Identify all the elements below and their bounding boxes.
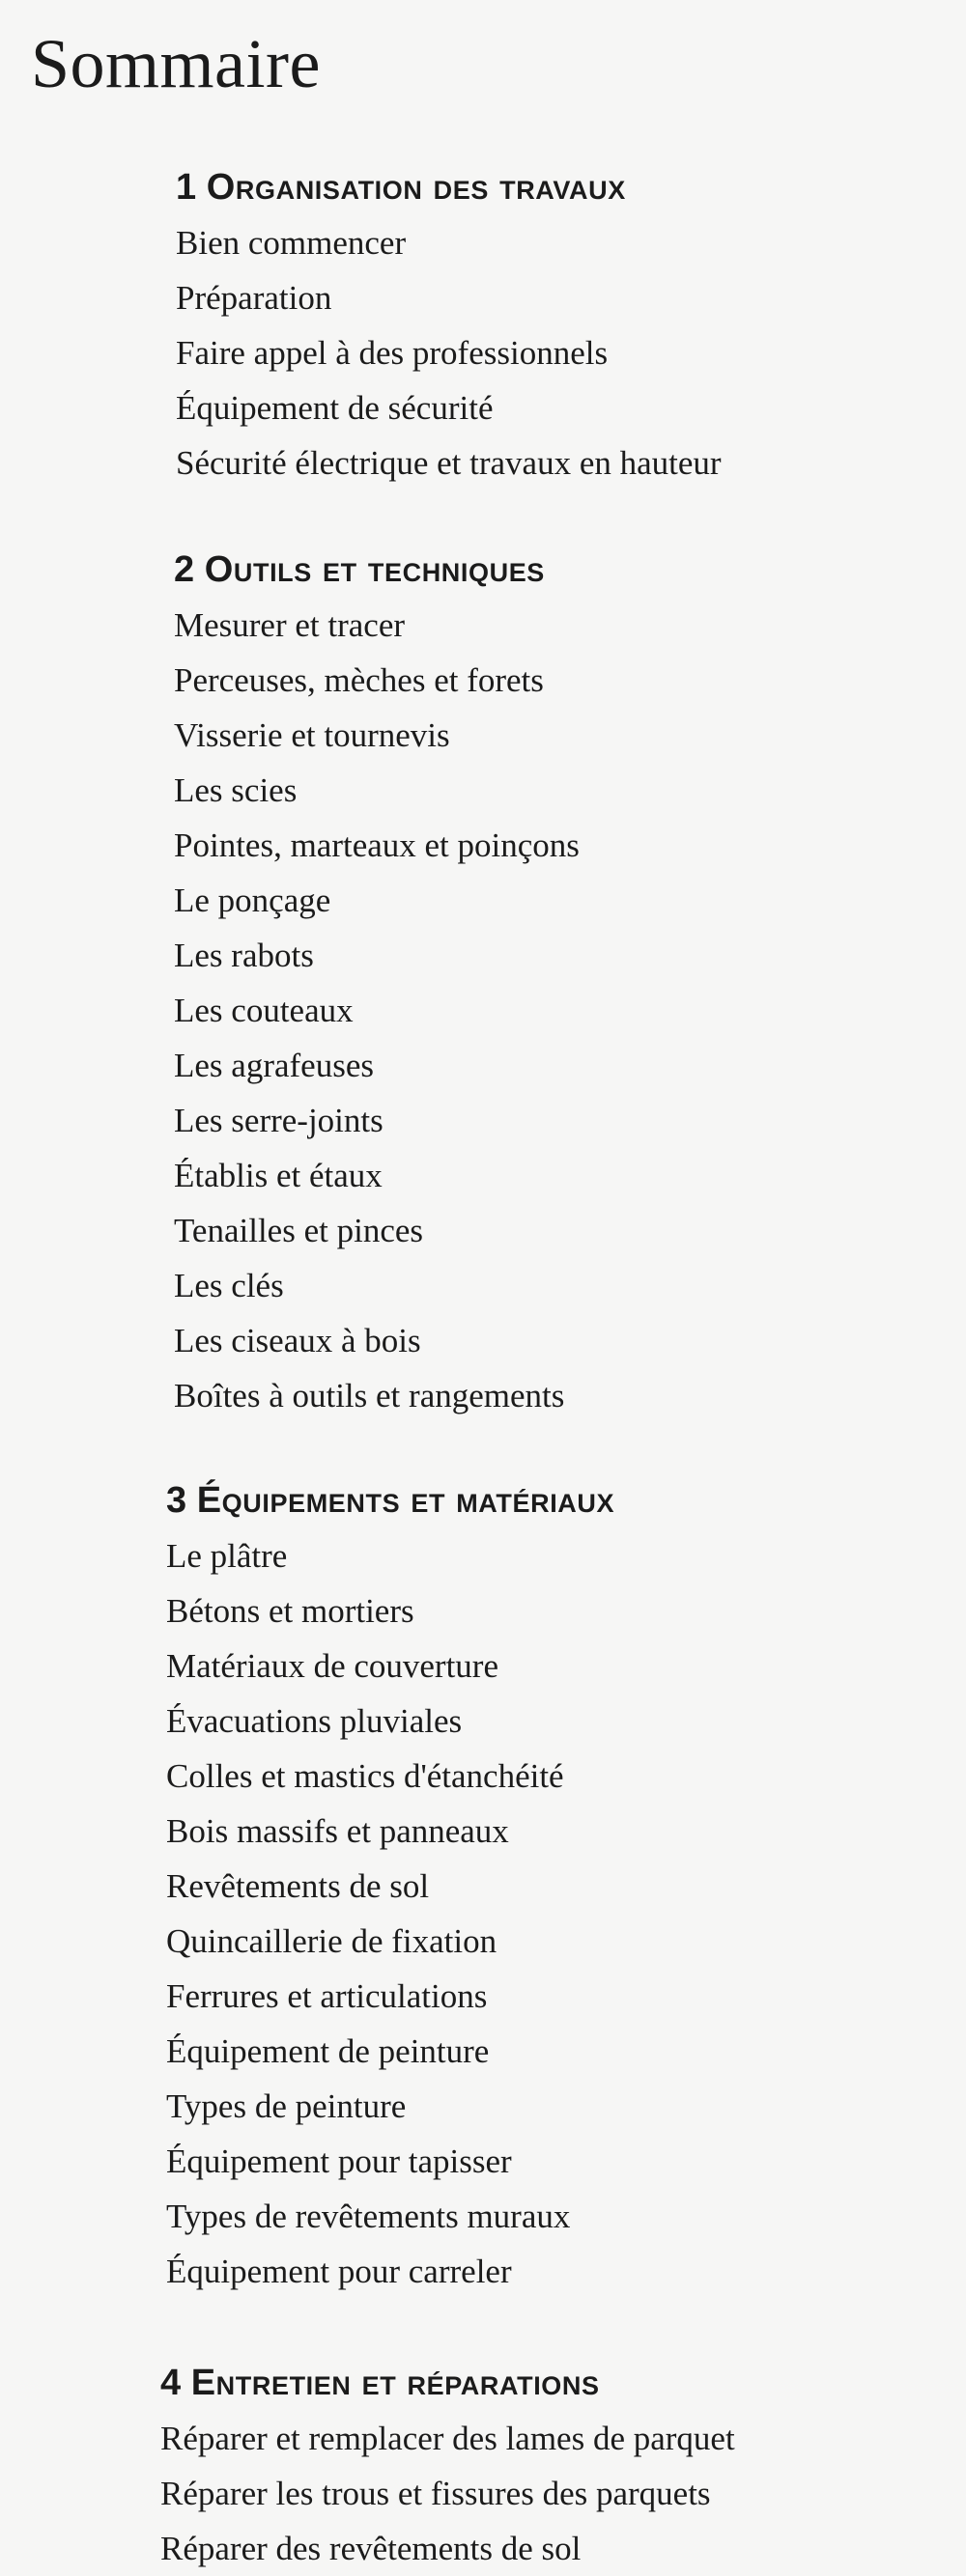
toc-entry: Bétons et mortiers bbox=[166, 1592, 414, 1630]
toc-entry: Préparation bbox=[176, 279, 332, 317]
toc-entry: Colles et mastics d'étanchéité bbox=[166, 1757, 564, 1795]
section-number: 2 bbox=[174, 549, 195, 590]
toc-entry: Tenailles et pinces bbox=[174, 1212, 424, 1249]
section-number: 1 bbox=[176, 167, 197, 208]
toc-entry: Équipement de peinture bbox=[166, 2032, 490, 2070]
toc-entry: Le ponçage bbox=[174, 882, 331, 919]
toc-entry: Les rabots bbox=[174, 937, 314, 974]
toc-entry: Équipement pour carreler bbox=[166, 2253, 512, 2290]
toc-section-3 bbox=[166, 1473, 614, 2299]
toc-entry: Réparer et remplacer des lames de parquet bbox=[160, 2420, 735, 2457]
section-title: Équipements et matériaux bbox=[196, 1480, 615, 1521]
toc-entry: Les serre-joints bbox=[174, 1102, 384, 1139]
toc-entry: Les clés bbox=[174, 1267, 284, 1304]
toc-entry: Équipement pour tapisser bbox=[166, 2142, 512, 2180]
toc-entry: Bien commencer bbox=[176, 224, 407, 262]
toc-entry: Revêtements de sol bbox=[166, 1867, 430, 1905]
toc-entry: Mesurer et tracer bbox=[174, 606, 406, 644]
toc-entry: Les scies bbox=[174, 771, 298, 809]
toc-entry: Les couteaux bbox=[174, 992, 354, 1029]
toc-entry: Pointes, marteaux et poinçons bbox=[174, 826, 580, 864]
toc-entry: Visserie et tournevis bbox=[174, 716, 450, 754]
section-heading bbox=[176, 160, 722, 215]
toc-entry: Les agrafeuses bbox=[174, 1047, 374, 1084]
toc-entry: Quincaillerie de fixation bbox=[166, 1922, 497, 1960]
toc-section-1 bbox=[176, 160, 722, 490]
page-title: Sommaire bbox=[31, 25, 321, 102]
section-heading bbox=[160, 2356, 735, 2411]
section-number: 3 bbox=[166, 1480, 187, 1521]
section-heading bbox=[174, 543, 580, 598]
toc-entry: Perceuses, mèches et forets bbox=[174, 661, 544, 699]
section-item-list bbox=[174, 598, 580, 1423]
toc-entry: Types de revêtements muraux bbox=[166, 2198, 571, 2235]
toc-entry: Évacuations pluviales bbox=[166, 1702, 463, 1740]
toc-entry: Types de peinture bbox=[166, 2087, 407, 2125]
toc-entry: Le plâtre bbox=[166, 1537, 288, 1575]
toc-entry: Bois massifs et panneaux bbox=[166, 1812, 509, 1850]
toc-entry: Réparer des revêtements de sol bbox=[160, 2530, 582, 2567]
section-title: Organisation des travaux bbox=[206, 167, 626, 208]
toc-section-2 bbox=[174, 543, 580, 1423]
toc-entry: Établis et étaux bbox=[174, 1157, 383, 1194]
toc-entry: Matériaux de couverture bbox=[166, 1647, 499, 1685]
toc-entry: Équipement de sécurité bbox=[176, 389, 494, 427]
toc-entry: Les ciseaux à bois bbox=[174, 1322, 421, 1359]
toc-entry: Sécurité électrique et travaux en hauteur bbox=[176, 444, 722, 482]
section-number: 4 bbox=[160, 2363, 182, 2403]
toc-entry: Ferrures et articulations bbox=[166, 1977, 488, 2015]
toc-entry: Réparer les trous et fissures des parquets bbox=[160, 2475, 711, 2512]
section-heading bbox=[166, 1473, 614, 1528]
section-item-list bbox=[160, 2411, 735, 2576]
toc-section-4 bbox=[160, 2356, 735, 2576]
section-item-list bbox=[166, 1528, 614, 2299]
section-title: Outils et techniques bbox=[204, 549, 545, 590]
toc-entry: Faire appel à des professionnels bbox=[176, 334, 609, 372]
section-item-list bbox=[176, 215, 722, 490]
section-title: Entretien et réparations bbox=[190, 2363, 600, 2403]
toc-entry: Boîtes à outils et rangements bbox=[174, 1377, 565, 1414]
